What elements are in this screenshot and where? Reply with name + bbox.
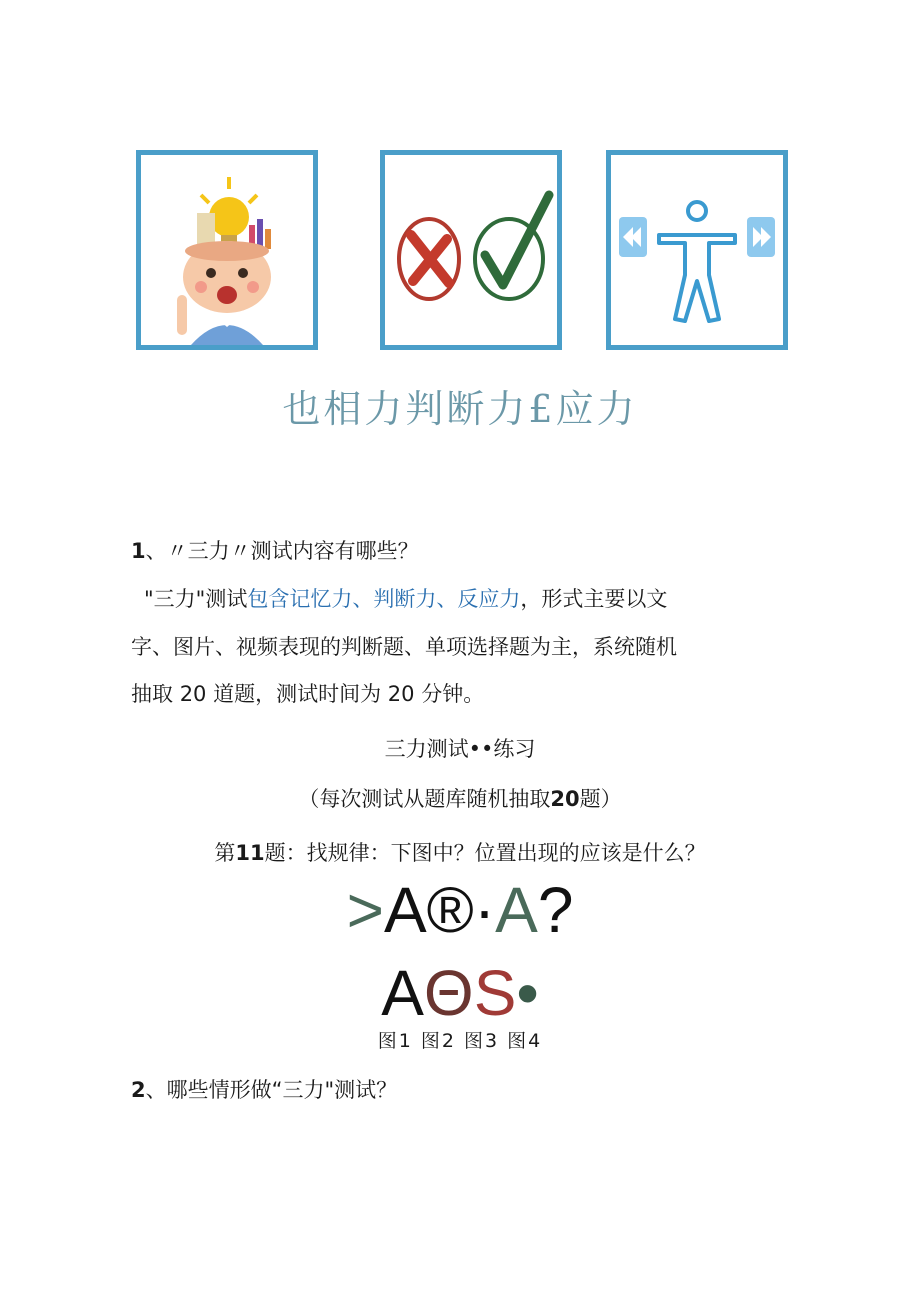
p3-num1: 20: [179, 682, 207, 706]
cross-check-icon-box: [380, 150, 562, 350]
thinking-child-icon-box: [136, 150, 318, 350]
p3-a: 抽取: [131, 682, 173, 706]
thinking-child-icon: [141, 155, 313, 345]
puzzle-symbol: ®: [426, 874, 474, 946]
practice-question: [0, 838, 920, 868]
section1-heading: [131, 536, 419, 566]
section1-paragraph-line3: [131, 679, 484, 709]
puzzle-symbol: A: [383, 874, 427, 946]
puzzle-symbol: Θ: [423, 957, 474, 1029]
puzzle-symbol: •: [516, 957, 539, 1029]
figure-labels: 图1 图2 图3 图4: [377, 1030, 543, 1052]
puzzle-symbol: ·: [473, 874, 496, 946]
section1-paragraph-line1: [144, 584, 667, 614]
puzzle-symbol: A: [495, 874, 538, 946]
p3-num2: 20: [387, 682, 415, 706]
puzzle-symbol: ?: [537, 874, 574, 946]
p3-b: 道题，测试时间为: [213, 682, 382, 706]
p3-c: 分钟。: [421, 682, 485, 706]
section1-paragraph-line2: 字、图片、视频表现的判断题、单项选择题为主，系统随机: [131, 635, 677, 659]
human-figure-arrows-icon: [611, 155, 783, 345]
puzzle-row-2: [0, 955, 920, 1031]
section1-heading-number: 1: [131, 539, 146, 563]
p1-highlight: 包含记忆力、判断力、反应力: [247, 587, 521, 611]
puzzle-symbol: >: [346, 874, 384, 946]
practice-title: 三力测试••练习: [384, 737, 536, 761]
human-figure-arrows-icon-box: [606, 150, 788, 350]
puzzle-symbol: S: [473, 957, 517, 1029]
section1-heading-text: 、〃三力〃测试内容有哪些？: [145, 539, 419, 563]
cross-check-icon: [385, 155, 557, 345]
p1-prefix: "三力"测试: [144, 587, 248, 611]
subtitle-num: 20: [550, 787, 580, 811]
banner-title: 也相力判断力£应力: [282, 387, 638, 431]
section2-heading-number: 2: [131, 1078, 146, 1102]
question-b: 题：找规律：下图中？位置出现的应该是什么？: [264, 841, 706, 865]
practice-subtitle: [0, 784, 920, 814]
puzzle-row-1: [0, 872, 920, 948]
puzzle-symbol: A: [381, 957, 424, 1029]
question-num: 11: [235, 841, 265, 865]
subtitle-b: 题）: [579, 787, 622, 811]
subtitle-a: （每次测试从题库随机抽取: [298, 787, 551, 811]
p1-suffix: ，形式主要以文: [520, 587, 668, 611]
section2-heading: [131, 1075, 397, 1105]
section2-heading-text: 、哪些情形做“三力"测试？: [145, 1078, 398, 1102]
question-a: 第: [214, 841, 236, 865]
